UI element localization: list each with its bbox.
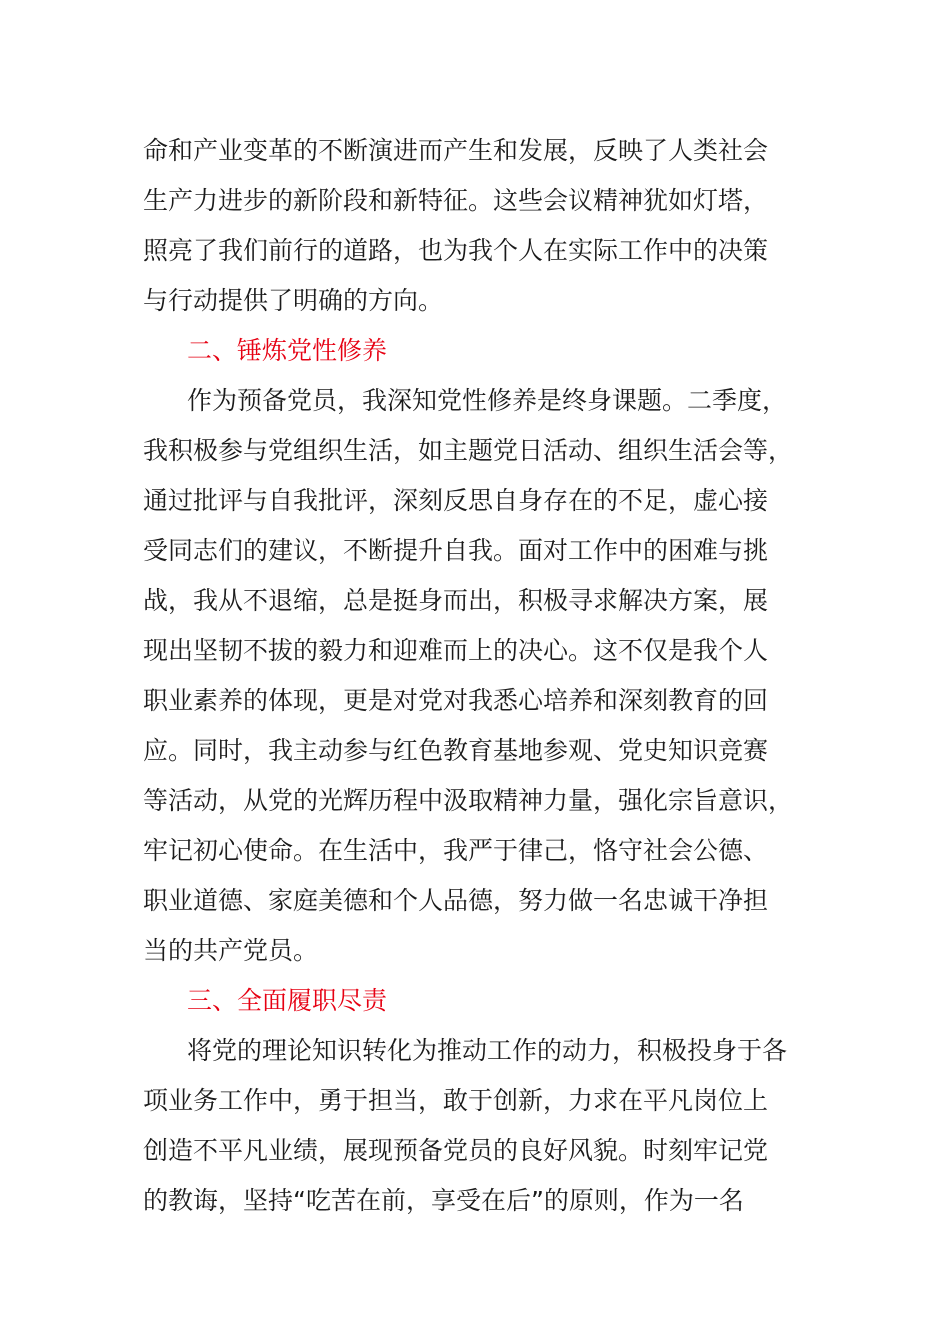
text-line: 作为预备党员，我深知党性修养是终身课题。二季度， <box>187 386 788 415</box>
text-line: 创造不平凡业绩，展现预备党员的良好风貌。时刻牢记党 <box>143 1136 769 1165</box>
text-line: 职业道德、家庭美德和个人品德，努力做一名忠诚干净担 <box>143 886 769 915</box>
paragraph-continuation <box>143 126 808 326</box>
text-line: 应。同时，我主动参与红色教育基地参观、党史知识竞赛 <box>143 736 769 765</box>
text-line: 的教诲，坚持“吃苦在前，享受在后”的原则，作为一名 <box>143 1186 744 1215</box>
text-line: 通过批评与自我批评，深刻反思自身存在的不足，虚心接 <box>143 486 769 515</box>
text-line: 战，我从不退缩，总是挺身而出，积极寻求解决方案，展 <box>143 586 769 615</box>
text-line: 照亮了我们前行的道路，也为我个人在实际工作中的决策 <box>143 236 769 265</box>
document-body <box>143 126 808 1226</box>
section-3-paragraph <box>143 1026 808 1226</box>
text-line: 当的共产党员。 <box>143 936 319 965</box>
text-line: 生产力进步的新阶段和新特征。这些会议精神犹如灯塔， <box>143 186 769 215</box>
text-line: 项业务工作中，勇于担当，敢于创新，力求在平凡岗位上 <box>143 1086 769 1115</box>
section-heading-3: 三、全面履职尽责 <box>187 986 388 1015</box>
text-line: 将党的理论知识转化为推动工作的动力，积极投身于各 <box>187 1036 788 1065</box>
text-line: 牢记初心使命。在生活中，我严于律己，恪守社会公德、 <box>143 836 769 865</box>
text-line: 受同志们的建议，不断提升自我。面对工作中的困难与挑 <box>143 536 769 565</box>
text-line: 职业素养的体现，更是对党对我悉心培养和深刻教育的回 <box>143 686 769 715</box>
text-line: 与行动提供了明确的方向。 <box>143 286 444 315</box>
section-2-paragraph <box>143 376 808 976</box>
text-line: 命和产业变革的不断演进而产生和发展，反映了人类社会 <box>143 136 769 165</box>
text-line: 现出坚韧不拔的毅力和迎难而上的决心。这不仅是我个人 <box>143 636 769 665</box>
section-heading-2: 二、锤炼党性修养 <box>187 336 388 365</box>
text-line: 等活动，从党的光辉历程中汲取精神力量，强化宗旨意识， <box>143 786 794 815</box>
text-line: 我积极参与党组织生活，如主题党日活动、组织生活会等， <box>143 436 794 465</box>
